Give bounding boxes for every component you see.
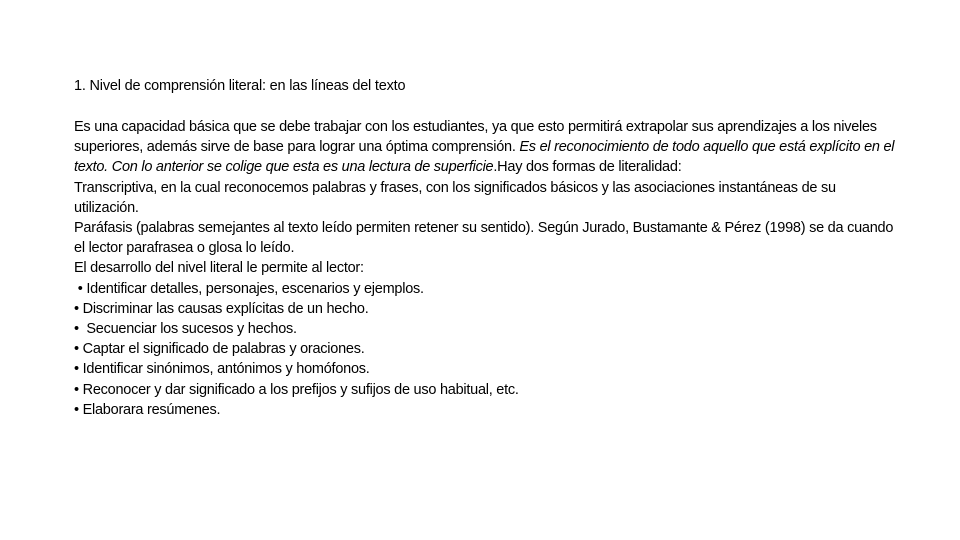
bullet-list [74,279,904,420]
intro-text-end: .Hay dos formas de literalidad: [493,159,682,176]
bullet-item: • Captar el significado de palabras y oraciones. [74,341,365,358]
intro-text: Es una capacidad básica que se debe trabajar con los estudiantes, ya que esto permitirá extrapolar sus aprendizajes a los niveles superiores, además sirve de base para lograr una óptima comprensión. [74,119,877,156]
bullet-item: • Identificar detalles, personajes, escenarios y ejemplos. [74,280,424,297]
bullet-item: • Secuenciar los sucesos y hechos. [74,321,297,338]
parafasis-paragraph: Paráfasis (palabras semejantes al texto leído permiten retener su sentido). Según Jurado, Bustamante & Pérez (1998) se da cuando el lector parafrasea o glosa lo leído. [74,220,894,257]
bullet-item: • Reconocer y dar significado a los prefijos y sufijos de uso habitual, etc. [74,381,519,398]
intro-paragraph [74,117,904,178]
slide-title: 1. Nivel de comprensión literal: en las líneas del texto [74,78,406,94]
slide-body [74,117,904,420]
intro-italic-text: Es el reconocimiento de todo aquello que está explícito en el texto. Con lo anterior se colige que esta es una lectura de superficie [74,139,895,176]
bullet-item: • Elaborara resúmenes. [74,401,221,418]
bullet-item: • Discriminar las causas explícitas de un hecho. [74,300,369,317]
transcriptiva-paragraph: Transcriptiva, en la cual reconocemos palabras y frases, con los significados básicos y las asociaciones instantáneas de su utilización. [74,179,836,216]
bullet-item: • Identificar sinónimos, antónimos y homófonos. [74,361,370,378]
desarrollo-paragraph: El desarrollo del nivel literal le permite al lector: [74,260,364,277]
